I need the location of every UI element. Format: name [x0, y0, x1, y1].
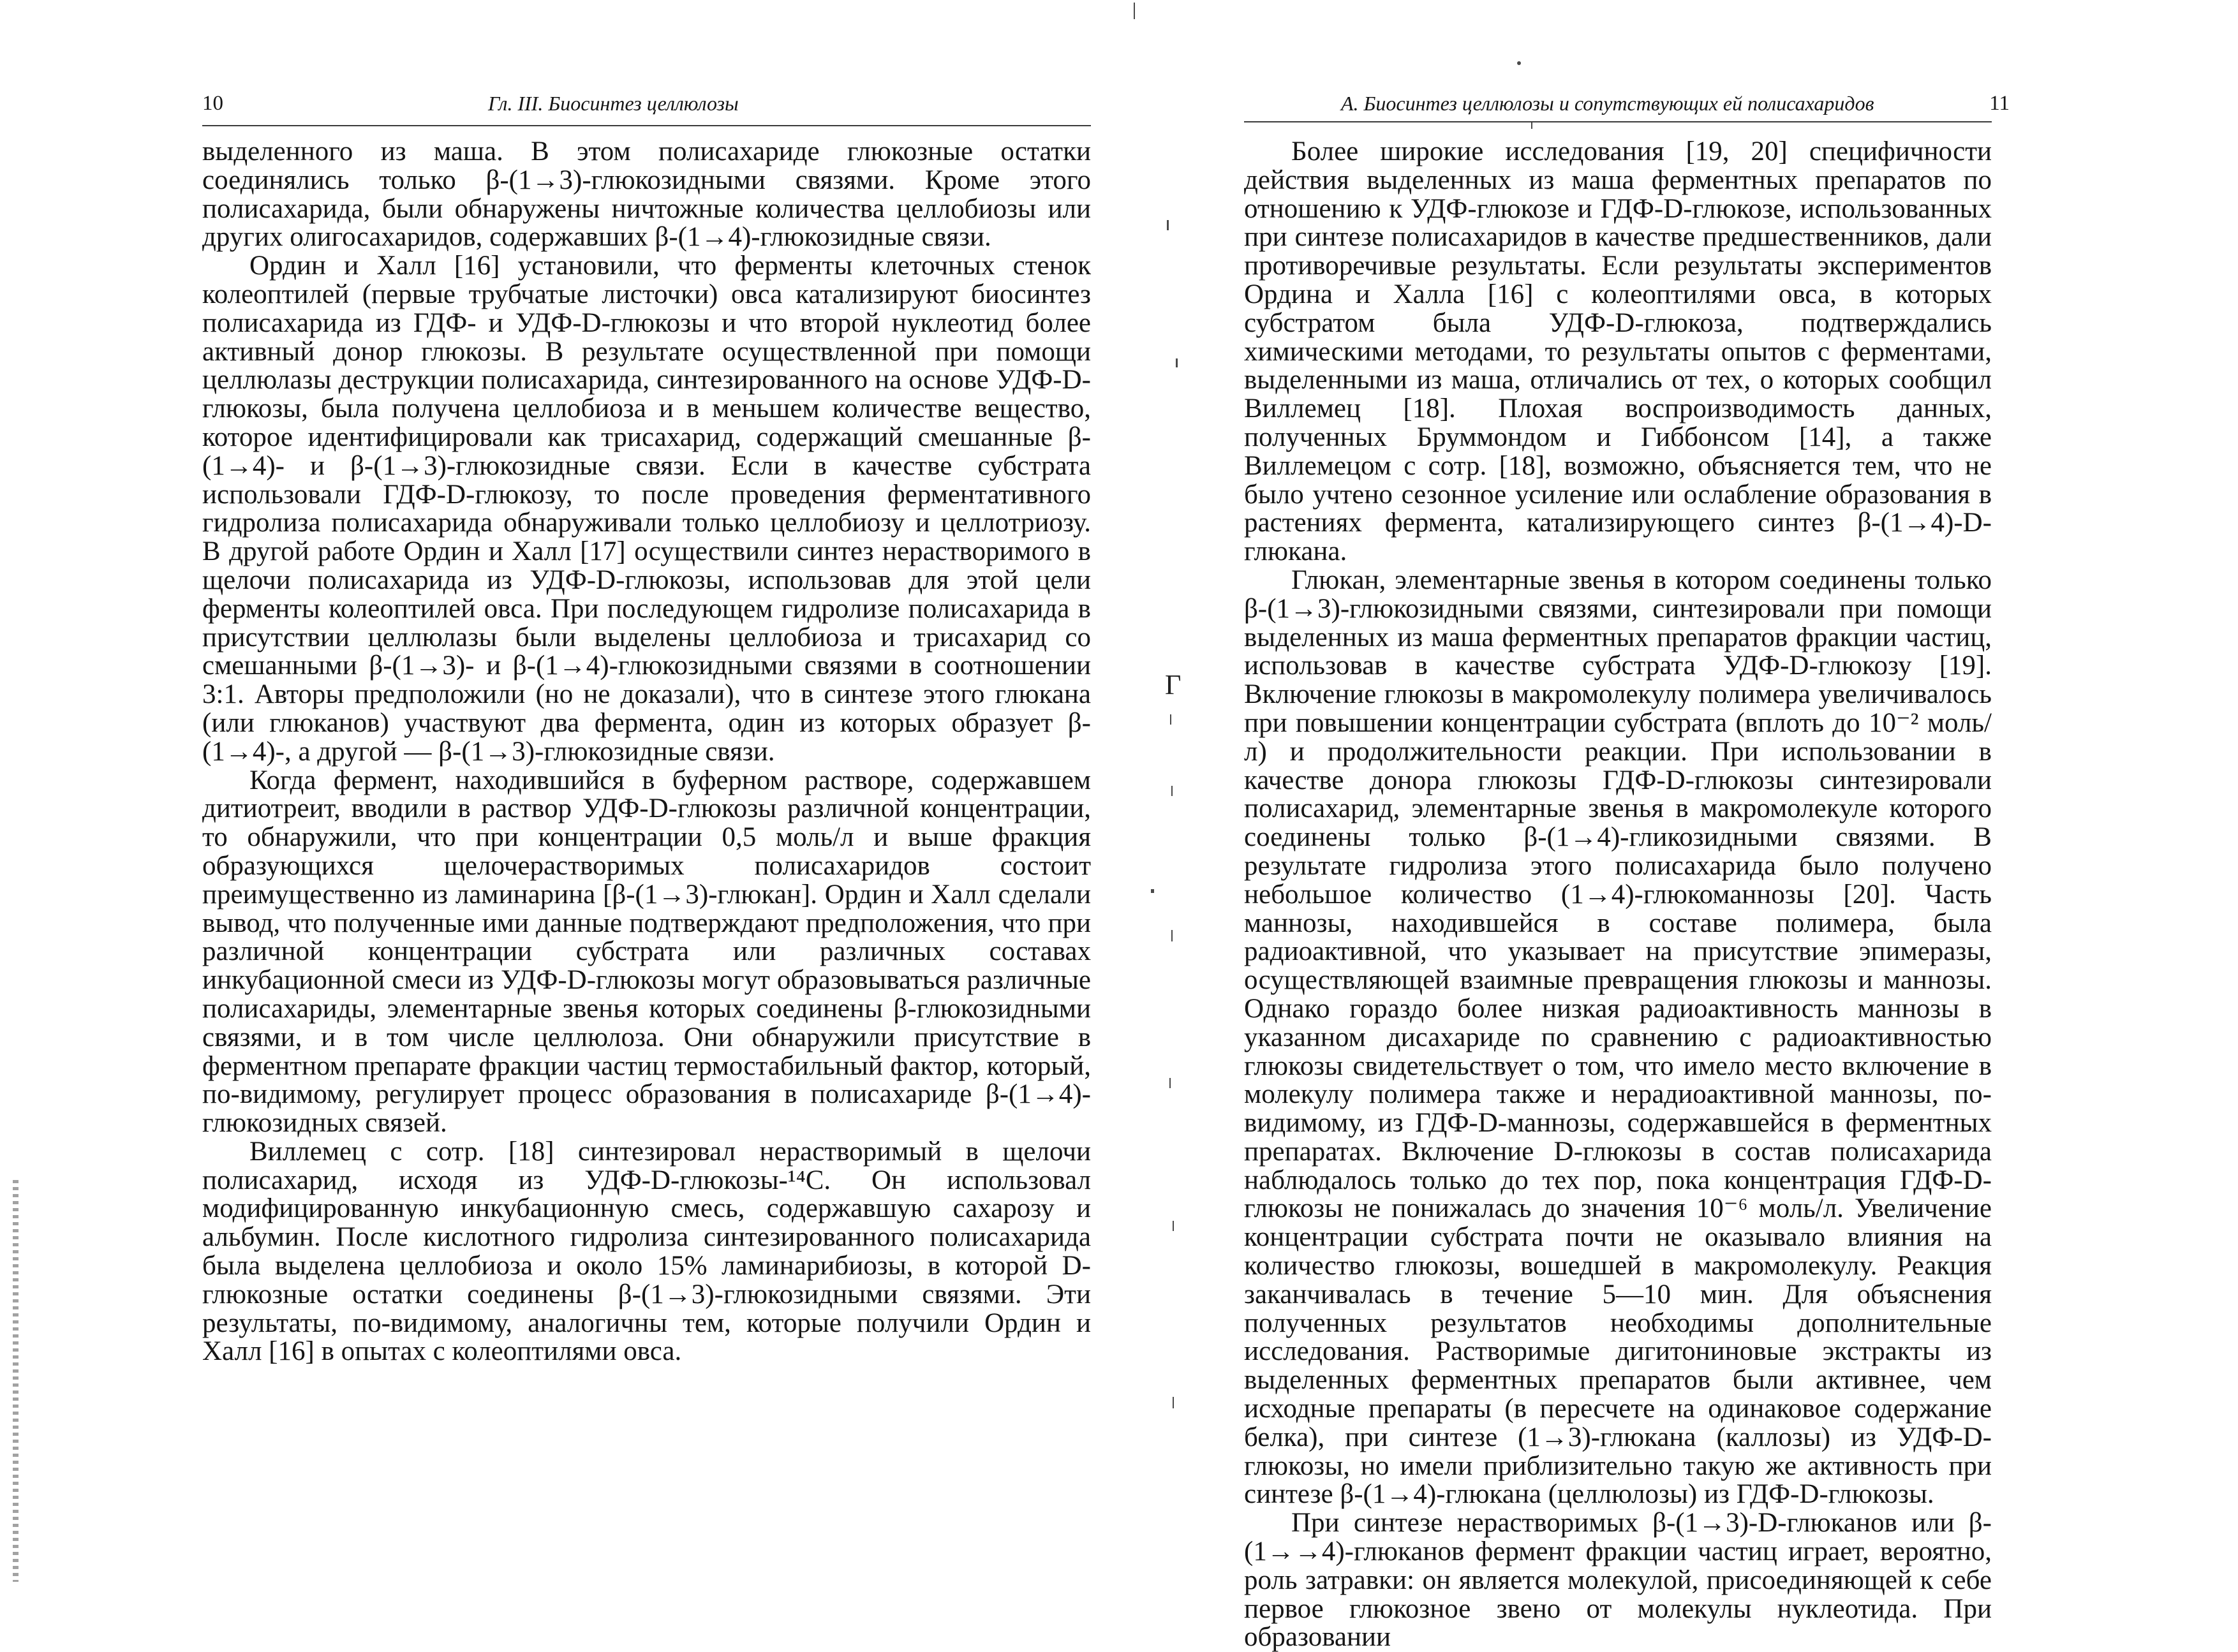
body-text	[1244, 138, 1992, 1652]
header-rule	[1244, 121, 1992, 122]
running-head	[202, 84, 1095, 122]
running-title: А. Биосинтез целлюлозы и сопутствующих ей полисахаридов	[1341, 92, 1874, 115]
paragraph: Глюкан, элементарные звенья в котором соединены только β-(1→3)-глюкозидными связями, синтезировали при помощи выделенных из маша ферментных препаратов фракции частиц, использовав в качестве субстрата УДФ-D-глюкозу [19]. Включение глюкозы в макромолекулу полимера увеличивалось при повышении концентрации субстрата (вплоть до 10⁻² моль/л) и продолжительности реакции. При использовании в качестве донора глюкозы ГДФ-D-глюкозы синтезировали полисахарид, элементарные звенья в макромолекуле которого соединены только β-(1→4)-гликозидными связями. В результате гидролиза этого полисахарида было получено небольшое количество (1→4)-глюкоманнозы [20]. Часть маннозы, находившейся в составе полимера, была радиоактивной, что указывает на присутствие эпимеразы, осуществляющей взаимные превращения глюкозы и маннозы. Однако гораздо более низкая радиоактивность маннозы в указанном дисахариде по сравнению с радиоактивностью глюкозы свидетельствует о том, что имело место включение в молекулу полимера также и нерадиоактивной маннозы, по-видимому, из ГДФ-D-маннозы, содержавшейся в ферментных препаратах. Включение D-глюкозы в состав полисахарида наблюдалось только до тех пор, пока концентрация ГДФ-D-глюкозы не понижалась до значения 10⁻⁶ моль/л. Увеличение концентрации субстрата почти не оказывало влияния на количество глюкозы, вошедшей в макромолекулу. Реакция заканчивалась в течение 5—10 мин. Для объяснения полученных результатов необходимы дополнительные исследования. Растворимые дигитониновые экстракты из выделенных ферментных препаратов были активнее, чем исходные препараты (в пересчете на одинаковое содержание белка), при синтезе (1→3)-глюкана (каллозы) из УДФ-D-глюкозы, но имели приблизительно такую же активность при синтезе β-(1→4)-глюкана (целлюлозы) из ГДФ-D-глюкозы.	[1244, 564, 1992, 1510]
right-page	[1119, 0, 2238, 1652]
gutter-mark: Γ	[1165, 669, 1182, 700]
paragraph: Более широкие исследования [19, 20] специфичности действия выделенных из маша ферментных препаратов по отношению к УДФ-глюкозе и ГДФ-D-глюкозе, использованных при синтезе полисахаридов в качестве предшественников, дали противоречивые результаты. Если результаты экспериментов Ордина и Халла [16] с колеоптилями овса, в которых субстратом была УДФ-D-глюкоза, подтверждались химическими методами, то результаты опытов с ферментами, выделенными из маша, отличались от тех, о которых сообщил Виллемец [18]. Плохая воспроизводимость данных, полученных Бруммондом и Гиббонсом [14], а также Виллемецом с сотр. [18], возможно, объясняется тем, что не было учтено сезонное усиление или ослабление образования в растениях фермента, катализирующего синтез β-(1→4)-D-глюкана.	[1244, 136, 1992, 567]
paragraph: Виллемец с сотр. [18] синтезировал нерастворимый в щелочи полисахарид, исходя из УДФ-D-глюкозы-¹⁴C. Он использовал модифицированную инкубационную смесь, содержавшую сахарозу и альбумин. После кислотного гидролиза синтезированного полисахарида была выделена целлобиоза и около 15% ламинарибиозы, в которой D-глюкозные остатки соединены β-(1→3)-глюкозидными связями. Эти результаты, по-видимому, аналогичны тем, которые получили Ордин и Халл [16] в опытах с колеоптилями овса.	[202, 1136, 1091, 1367]
body-text	[202, 138, 1091, 1366]
paragraph: выделенного из маша. В этом полисахариде глюкозные остатки соединялись только β-(1→3)-глюкозидными связями. Кроме этого полисахарида, были обнаружены ничтожные количества целлобиозы или других олигосахаридов, содержавших β-(1→4)-глюкозидные связи.	[202, 136, 1091, 253]
left-page	[0, 0, 1119, 1582]
page-number: 11	[1989, 92, 2010, 115]
paragraph: Когда фермент, находившийся в буферном растворе, содержавшем дитиотреит, вводили в раствор УДФ-D-глюкозы различной концентрации, то обнаружили, что при концентрации 0,5 моль/л и выше фракция образующихся щелочерастворимых полисахаридов состоит преимущественно из ламинарина [β-(1→3)-глюкан]. Ордин и Халл сделали вывод, что полученные ими данные подтверждают предположения, что при различной концентрации субстрата или различных составах инкубационной смеси из УДФ-D-глюкозы могут образовываться различные полисахариды, элементарные звенья которых соединены β-глюкозидными связями, и в том числе целлюлоза. Они обнаружили присутствие в ферментном препарате фракции частиц термостабильный фактор, который, по-видимому, регулирует процесс образования в полисахариде β-(1→4)-глюкозидных связей.	[202, 765, 1091, 1139]
paragraph: При синтезе нерастворимых β-(1→3)-D-глюканов или β-(1→→4)-глюканов фермент фракции частиц играет, вероятно, роль затравки: он является молекулой, присоединяющей к себе первое глюкозное звено от молекулы нуклеотида. При образовании	[1244, 1508, 1992, 1652]
page-number: 10	[202, 92, 223, 115]
paragraph: Ордин и Халл [16] установили, что ферменты клеточных стенок колеоптилей (первые трубчатые листочки) овса катализируют биосинтез полисахарида из ГДФ- и УДФ-D-глюкозы и что второй нуклеотид более активный донор глюкозы. В результате осуществленной при помощи целлюлазы деструкции полисахарида, синтезированного на основе УДФ-D-глюкозы, была получена целлобиоза и в меньшем количестве вещество, которое идентифицировали как трисахарид, содержащий смешанные β-(1→4)- и β-(1→3)-глюкозидные связи. Если в качестве субстрата использовали ГДФ-D-глюкозу, то после проведения ферментативного гидролиза полисахарида обнаруживали только целлобиозу и целлотриозу. В другой работе Ордин и Халл [17] осуществили синтез нерастворимого в щелочи полисахарида из УДФ-D-глюкозы, использовав для этой цели ферменты колеоптилей овса. При последующем гидролизе полисахарида в присутствии целлюлазы были выделены целлобиоза и трисахарид со смешанными β-(1→3)- и β-(1→4)-глюкозидными связями в соотношении 3:1. Авторы предположили (но не доказали), что в синтезе этого глюкана (или глюканов) участвуют два фермента, один из которых образует β-(1→4)-, а другой — β-(1→3)-глюкозидные связи.	[202, 251, 1091, 767]
header-rule	[202, 125, 1091, 126]
running-title: Гл. III. Биосинтез целлюлозы	[488, 92, 739, 115]
running-head	[1244, 84, 2010, 122]
